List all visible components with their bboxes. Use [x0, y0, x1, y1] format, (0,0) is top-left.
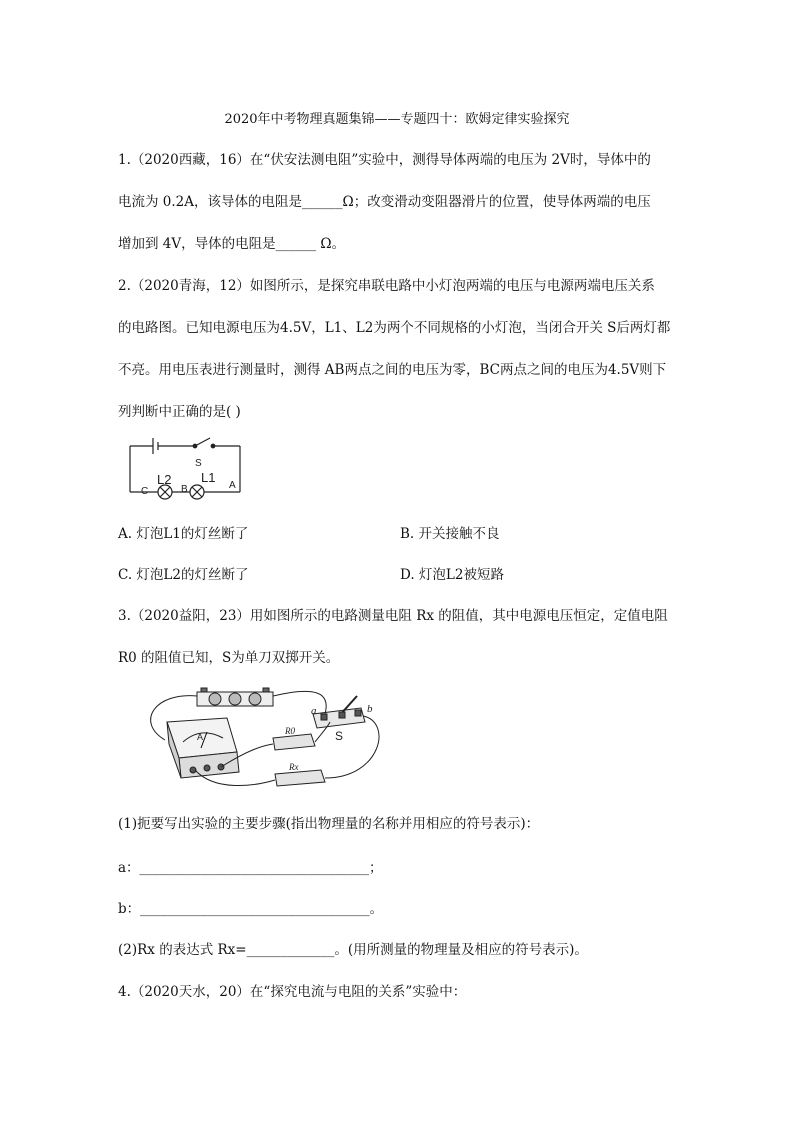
- q4-line1: 4.（2020天水，20）在“探究电流与电阻的关系”实验中：: [118, 984, 467, 1000]
- q3-line2: R0 的阻值已知，S为单刀双掷开关。: [118, 650, 340, 666]
- lamp-l1-label: L1: [201, 470, 216, 485]
- resistor-r0: [273, 734, 315, 750]
- q1-line2: 电流为 0.2A，该导体的电阻是______Ω；改变滑动变阻器滑片的位置，使导体两端的电压: [118, 194, 651, 210]
- switch-blade: [195, 438, 210, 446]
- point-b-label: B: [181, 484, 188, 495]
- q3-sub1: (1)扼要写出实验的主要步骤(指出物理量的名称并用相应的符号表示)：: [118, 816, 540, 832]
- r0-label: R0: [285, 726, 295, 736]
- q2-option-a: A. 灯泡L1的灯丝断了: [118, 526, 249, 542]
- q2-line3: 不亮。用电压表进行测量时，测得 AB两点之间的电压为零，BC两点之间的电压为4.5V则下: [118, 362, 667, 378]
- page-title: 2020年中考物理真题集锦——专题四十：欧姆定律实验探究: [224, 112, 570, 127]
- q3-step-b: b：__________________________________。: [118, 901, 384, 917]
- q1-line3: 增加到 4V，导体的电阻是______ Ω。: [118, 236, 346, 252]
- terminal-b-label: b: [367, 703, 373, 715]
- q2-line4: 列判断中正确的是( ): [118, 404, 241, 420]
- q2-line2: 的电路图。已知电源电压为4.5V，L1、L2为两个不同规格的小灯泡，当闭合开关 S后两灯都: [118, 320, 671, 336]
- q3-sub2: (2)Rx 的表达式 Rx=_____________。(用所测量的物理量及相应的符号表示)。: [118, 942, 588, 958]
- q3-step-a: a：__________________________________；: [118, 860, 383, 876]
- ammeter-label: A: [197, 732, 204, 742]
- q2-option-b: B. 开关接触不良: [400, 526, 500, 542]
- q1-line1: 1.（2020西藏，16）在“伏安法测电阻”实验中，测得导体两端的电压为 2V时，导体中的: [118, 152, 651, 168]
- lamp-l2-label: L2: [157, 472, 172, 487]
- apparatus-figure: [135, 682, 395, 800]
- switch-label: S: [195, 458, 202, 469]
- resistor-rx: [275, 770, 325, 786]
- q2-line1: 2.（2020青海，12）如图所示，是探究串联电路中小灯泡两端的电压与电源两端电压关系: [118, 278, 655, 294]
- point-c-label: C: [141, 486, 149, 497]
- series-circuit-diagram: [125, 432, 265, 502]
- switch-s-label: S: [335, 729, 344, 743]
- q2-option-d: D. 灯泡L2被短路: [400, 567, 504, 583]
- point-a-label: A: [229, 480, 236, 491]
- rx-label: Rx: [289, 762, 299, 772]
- q2-option-c: C. 灯泡L2的灯丝断了: [118, 567, 249, 583]
- q3-line1: 3.（2020益阳，23）用如图所示的电路测量电阻 Rx 的阻值，其中电源电压恒定，定值电阻: [118, 608, 668, 624]
- terminal-a-label: a: [311, 705, 317, 717]
